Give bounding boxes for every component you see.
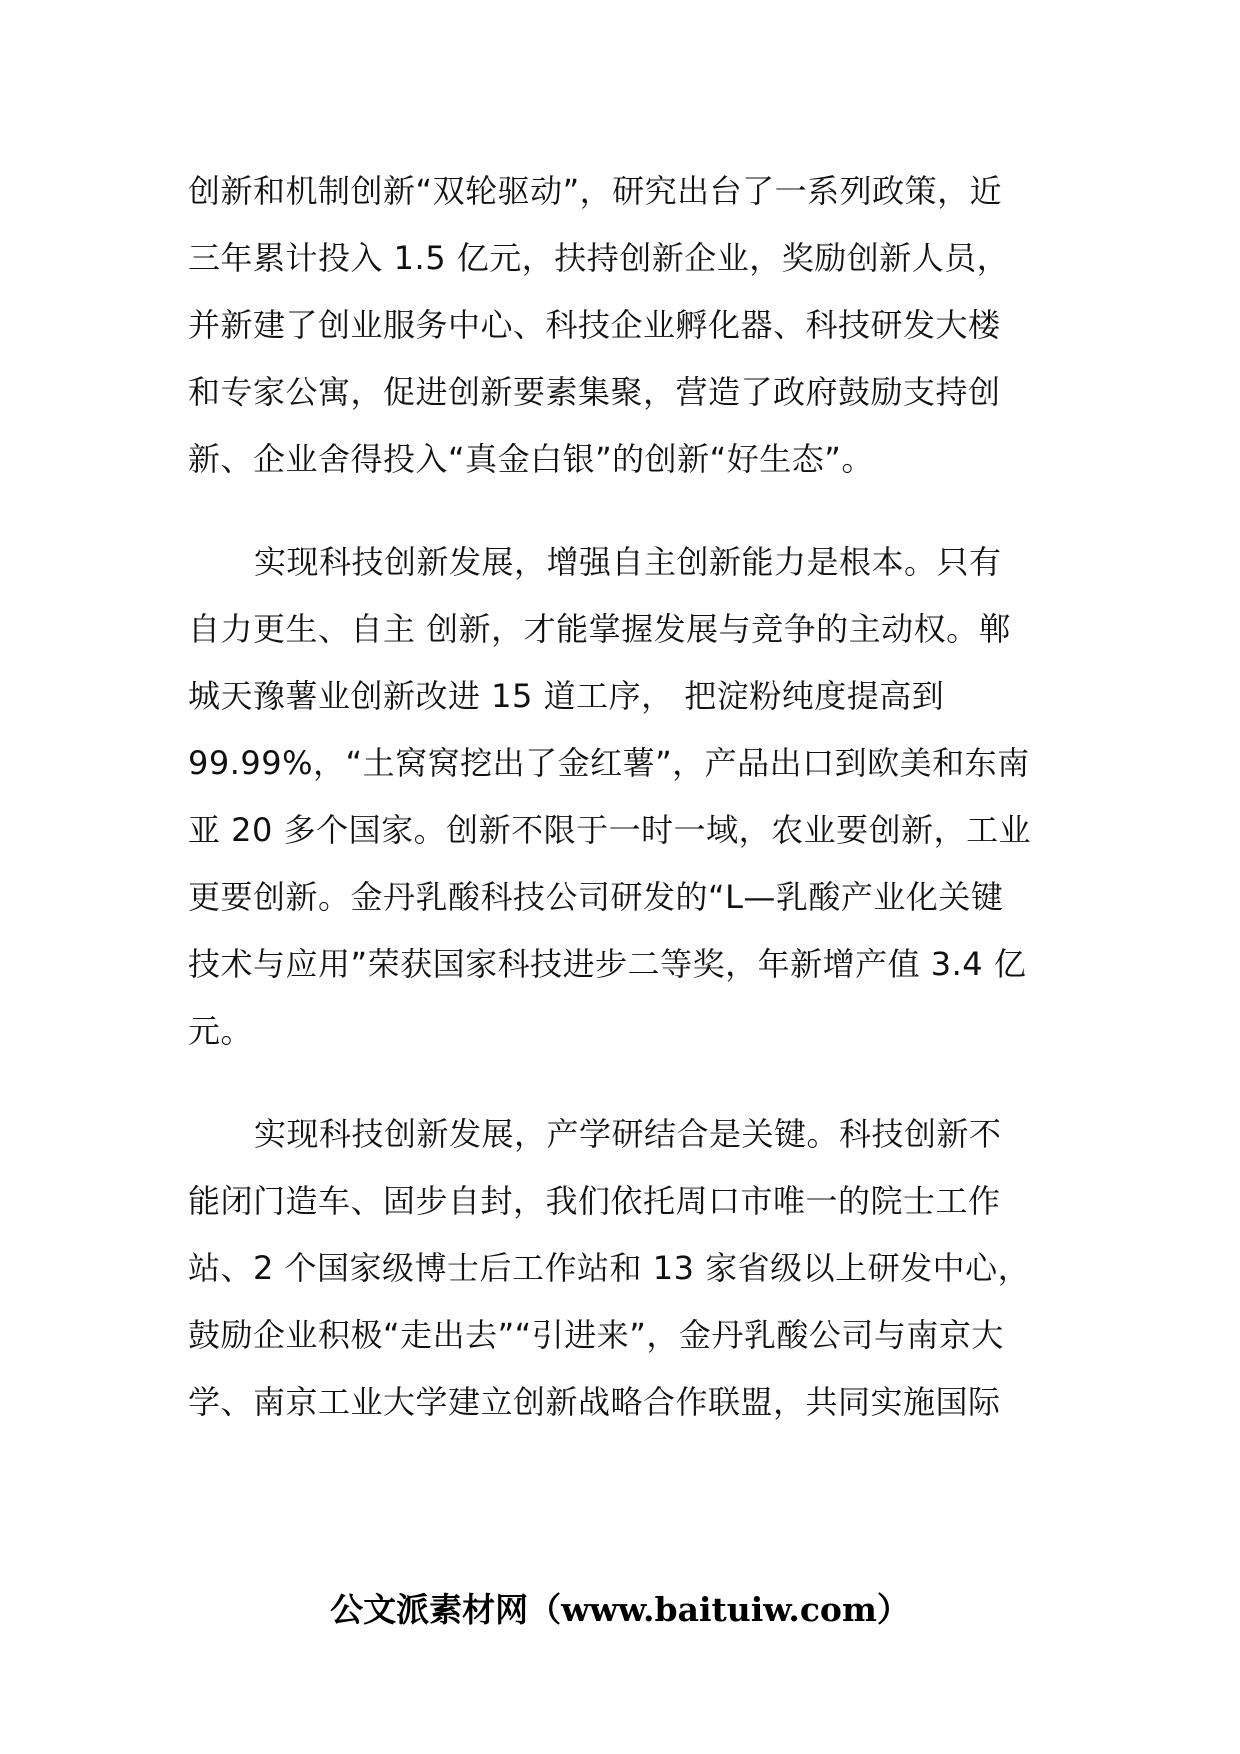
paragraph-spacing <box>188 1065 1060 1101</box>
text-line: 元。 <box>188 1012 254 1050</box>
text-line: 实现科技创新发展，增强自主创新能力是根本。只有 <box>254 543 1002 581</box>
text-line: 自力更生、自主 创新，才能掌握发展与竞争的主动权。郸 <box>188 610 1012 648</box>
text-line: 三年累计投入 1.5 亿元，扶持创新企业，奖励创新人员， <box>188 239 1010 277</box>
page-footer: 公文派素材网（www.baituiw.com） <box>330 1590 910 1629</box>
paragraph-2 <box>188 529 1060 1065</box>
text-line: 创新和机制创新“双轮驱动”，研究出台了一系列政策，近 <box>188 172 1003 210</box>
text-line: 99.99%，“土窝窝挖出了金红薯”，产品出口到欧美和东南 <box>188 744 1030 782</box>
text-line: 城天豫薯业创新改进 15 道工序， 把淀粉纯度提高到 <box>188 677 945 715</box>
paragraph-1 <box>188 158 1060 493</box>
paragraph-3 <box>188 1101 1060 1436</box>
text-line: 鼓励企业积极“走出去”“引进来”，金丹乳酸公司与南京大 <box>188 1316 1004 1354</box>
text-line: 并新建了创业服务中心、科技企业孵化器、科技研发大楼 <box>188 306 1001 344</box>
body-text <box>188 158 1060 1436</box>
text-line: 能闭门造车、固步自封，我们依托周口市唯一的院士工作 <box>188 1182 1001 1220</box>
text-line: 和专家公寓，促进创新要素集聚，营造了政府鼓励支持创 <box>188 373 1001 411</box>
text-line: 更要创新。金丹乳酸科技公司研发的“L—乳酸产业化关键 <box>188 878 1004 916</box>
text-line: 技术与应用”荣获国家科技进步二等奖，年新增产值 3.4 亿 <box>188 945 1027 983</box>
paragraph-spacing <box>188 493 1060 529</box>
text-line: 亚 20 多个国家。创新不限于一时一域，农业要创新，工业 <box>188 811 1032 849</box>
text-line: 实现科技创新发展，产学研结合是关键。科技创新不 <box>254 1115 1002 1153</box>
text-line: 学、南京工业大学建立创新战略合作联盟，共同实施国际 <box>188 1383 1001 1421</box>
text-line: 站、2 个国家级博士后工作站和 13 家省级以上研发中心， <box>188 1249 1031 1287</box>
text-line: 新、企业舍得投入“真金白银”的创新“好生态”。 <box>188 440 874 478</box>
